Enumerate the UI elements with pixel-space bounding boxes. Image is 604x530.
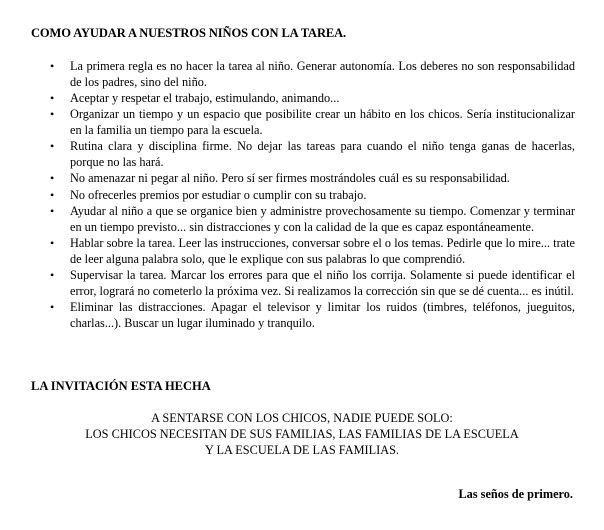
list-item	[50, 139, 575, 170]
document-title: COMO AYUDAR A NUESTROS NIÑOS CON LA TAREA.	[31, 26, 347, 40]
list-item-text: Aceptar y respetar el trabajo, estimulando, animando...	[70, 91, 340, 105]
bullet-icon: •	[50, 267, 55, 282]
invitation-line: A SENTARSE CON LOS CHICOS, NADIE PUEDE SOLO:	[151, 411, 453, 425]
list-item-text: Supervisar la tarea. Marcar los errores para que el niño los corrija. Solamente si puede identificar el error, logrará no cometerlo la próxima vez. Si realizamos la corrección sin que se dé cuenta... es inútil.	[70, 267, 575, 298]
list-item	[50, 236, 575, 267]
bullet-icon: •	[50, 203, 55, 218]
list-item-text: La primera regla es no hacer la tarea al niño. Generar autonomía. Los deberes no son responsabilidad de los padres, sino del niño.	[70, 59, 575, 89]
list-item	[50, 268, 575, 299]
list-item	[50, 59, 575, 90]
list-item	[50, 300, 575, 331]
invitation-line: LOS CHICOS NECESITAN DE SUS FAMILIAS, LAS FAMILIAS DE LA ESCUELA	[85, 426, 519, 441]
list-item-text: Ayudar al niño a que se organice bien y administre provechosamente su tiempo. Comenzar y terminar en un tiempo previsto... sin distracciones y con la calidad de la que es capaz espontáneamente.	[70, 203, 575, 234]
bullet-icon: •	[50, 299, 55, 314]
list-item-text: Eliminar las distracciones. Apagar el televisor y limitar los ruidos (timbres, teléfonos, jueguitos, charlas...). Buscar un lugar iluminado y tranquilo.	[70, 299, 575, 330]
list-item-text: Hablar sobre la tarea. Leer las instrucciones, conversar sobre el o los temas. Pedirle que lo mire... trate de leer alguna palabra solo, que le explique con sus palabras lo que comprendió.	[70, 235, 575, 266]
list-item	[50, 204, 575, 235]
bullet-icon: •	[50, 59, 55, 73]
bullet-icon: •	[50, 171, 55, 186]
section-heading: LA INVITACIÓN ESTA HECHA	[31, 379, 211, 393]
invitation-line: Y LA ESCUELA DE LAS FAMILIAS.	[204, 442, 400, 457]
bullet-icon: •	[50, 187, 55, 202]
list-item-text: Rutina clara y disciplina firme. No dejar las tareas para cuando el niño tenga ganas de hacerlas, porque no las hará.	[70, 139, 575, 169]
list-item	[50, 188, 575, 204]
invitation-message	[0, 411, 604, 458]
bullet-icon: •	[50, 91, 55, 105]
list-item	[50, 171, 575, 187]
bullet-icon: •	[50, 107, 55, 122]
list-item-text: No ofrecerles premios por estudiar o cumplir con su trabajo.	[70, 187, 367, 202]
list-item	[50, 107, 575, 138]
signature: Las seños de primero.	[458, 487, 573, 501]
list-item-text: No amenazar ni pegar al niño. Pero sí ser firmes mostrándoles cuál es su responsabilidad.	[70, 171, 510, 186]
bullet-icon: •	[50, 139, 55, 154]
list-item	[50, 91, 575, 107]
list-item-text: Organizar un tiempo y un espacio que posibilite crear un hábito en los chicos. Sería institucionalizar en la familia un tiempo para la escuela.	[70, 107, 575, 137]
tips-list	[50, 59, 575, 332]
bullet-icon: •	[50, 235, 55, 250]
